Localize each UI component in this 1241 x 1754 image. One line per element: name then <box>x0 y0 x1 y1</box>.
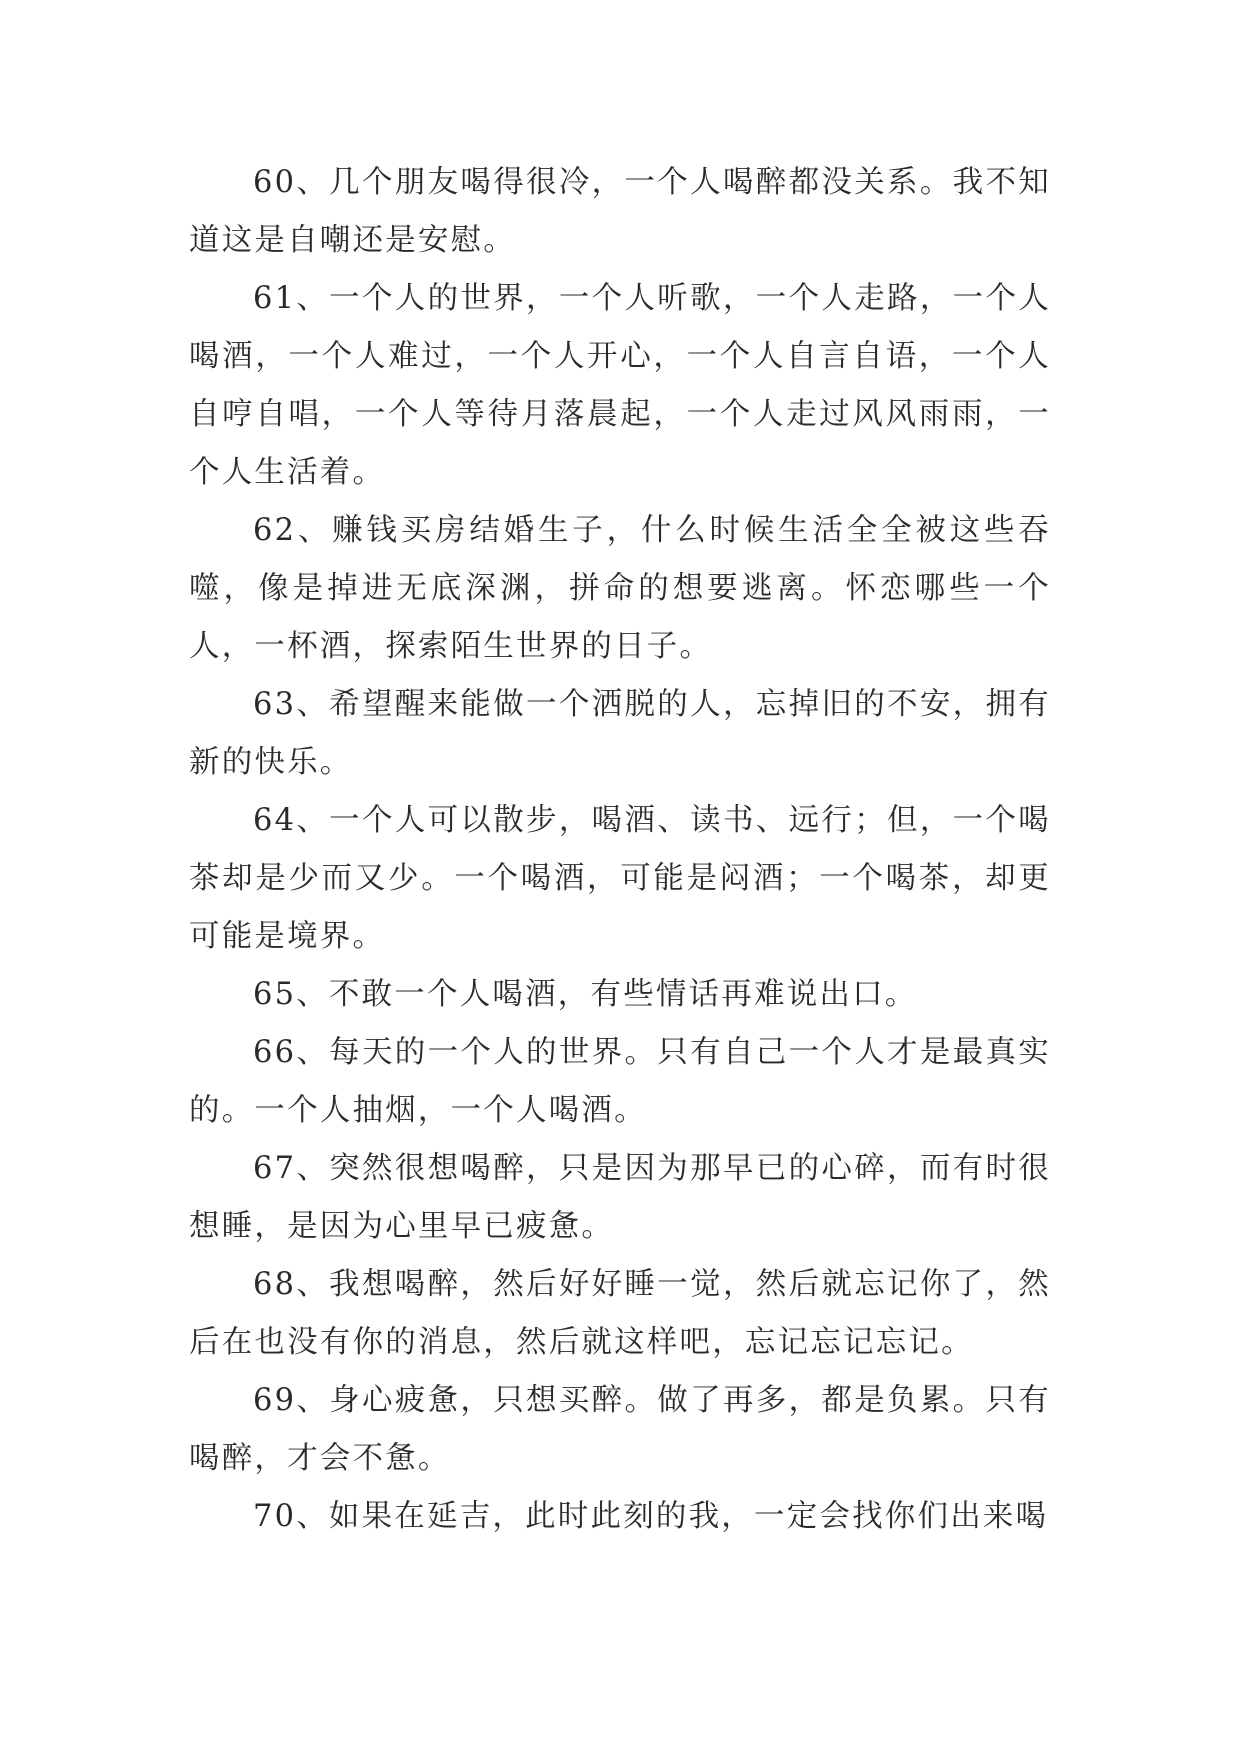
paragraph-65: 65、不敢一个人喝酒，有些情话再难说出口。 <box>253 977 918 1012</box>
document-body <box>189 154 1051 1546</box>
paragraph-66: 66、每天的一个人的世界。只有自己一个人才是最真实的。一个人抽烟，一个人喝酒。 <box>189 1035 1051 1128</box>
paragraph-67: 67、突然很想喝醉，只是因为那早已的心碎，而有时很想睡，是因为心里早已疲惫。 <box>189 1151 1051 1244</box>
paragraph-69: 69、身心疲惫，只想买醉。做了再多，都是负累。只有喝醉，才会不惫。 <box>189 1383 1051 1476</box>
paragraph-64: 64、一个人可以散步，喝酒、读书、远行；但，一个喝茶却是少而又少。一个喝酒，可能是闷酒；一个喝茶，却更可能是境界。 <box>189 803 1051 954</box>
paragraph-60: 60、几个朋友喝得很冷，一个人喝醉都没关系。我不知道这是自嘲还是安慰。 <box>189 165 1051 258</box>
paragraph-70: 70、如果在延吉，此时此刻的我，一定会找你们出来喝 <box>253 1499 1049 1534</box>
paragraph-61: 61、一个人的世界，一个人听歌，一个人走路，一个人喝酒，一个人难过，一个人开心，一个人自言自语，一个人自哼自唱，一个人等待月落晨起，一个人走过风风雨雨，一个人生活着。 <box>189 281 1051 490</box>
paragraph-68: 68、我想喝醉，然后好好睡一觉，然后就忘记你了，然后在也没有你的消息，然后就这样吧，忘记忘记忘记。 <box>189 1267 1051 1360</box>
paragraph-62: 62、赚钱买房结婚生子，什么时候生活全全被这些吞噬，像是掉进无底深渊，拼命的想要逃离。怀恋哪些一个人，一杯酒，探索陌生世界的日子。 <box>189 513 1051 664</box>
paragraph-63: 63、希望醒来能做一个洒脱的人，忘掉旧的不安，拥有新的快乐。 <box>189 687 1051 780</box>
